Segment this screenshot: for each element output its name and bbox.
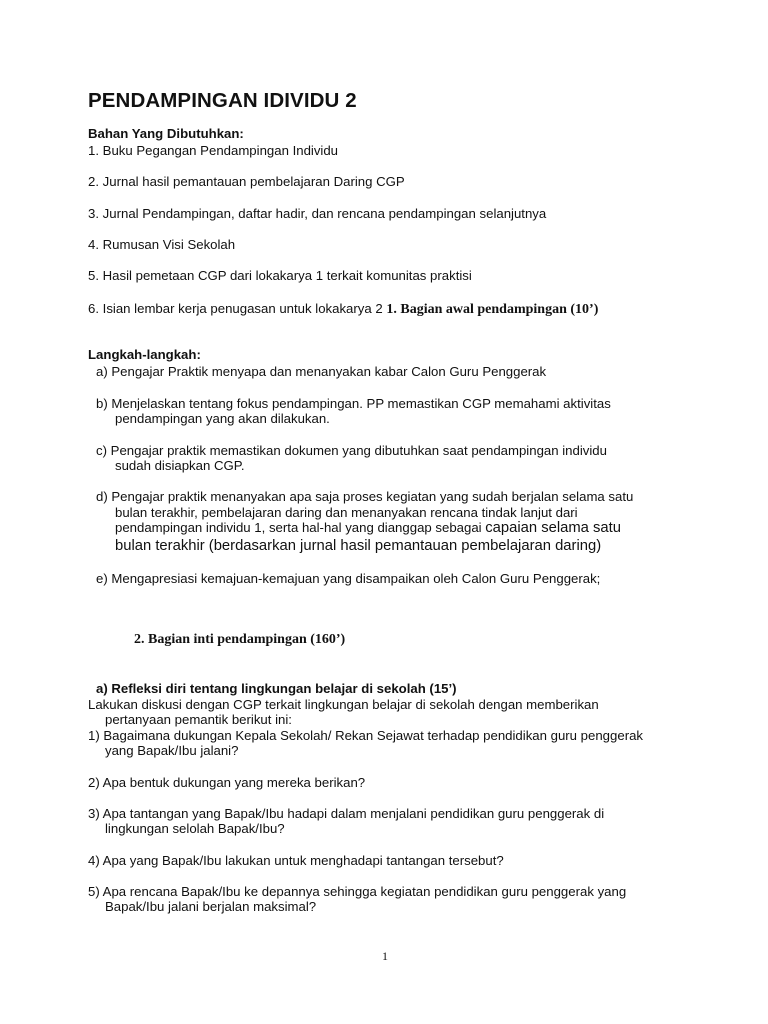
intro-line-2: pertanyaan pemantik berikut ini: xyxy=(105,712,292,727)
step-d-line-4: bulan terakhir (berdasarkan jurnal hasil pemantauan pembelajaran daring) xyxy=(115,538,602,554)
material-item-1: 1. Buku Pegangan Pendampingan Individu xyxy=(88,143,339,158)
steps-heading: Langkah-langkah: xyxy=(88,347,201,362)
section-2a-heading: a) Refleksi diri tentang lingkungan belajar di sekolah (15’) xyxy=(96,681,457,696)
material-item-4: 4. Rumusan Visi Sekolah xyxy=(88,237,236,252)
step-b-line-2: pendampingan yang akan dilakukan. xyxy=(115,411,330,426)
step-d-line-3-text: pendampingan individu 1, serta hal-hal yang dianggap sebagai xyxy=(115,520,482,535)
section-1-heading: 1. Bagian awal pendampingan (10’) xyxy=(386,302,599,317)
materials-heading: Bahan Yang Dibutuhkan: xyxy=(88,126,244,141)
step-b-line-1: b) Menjelaskan tentang fokus pendampingan. PP memastikan CGP memahami aktivitas xyxy=(96,396,611,411)
step-e: e) Mengapresiasi kemajuan-kemajuan yang disampaikan oleh Calon Guru Penggerak; xyxy=(96,571,601,586)
section-2-heading: 2. Bagian inti pendampingan (160’) xyxy=(134,632,346,647)
page-title: PENDAMPINGAN IDIVIDU 2 xyxy=(88,89,357,112)
step-d-line-3 xyxy=(115,520,621,536)
material-item-5: 5. Hasil pemetaan CGP dari lokakarya 1 terkait komunitas praktisi xyxy=(88,268,472,283)
step-d-line-3-highlight: capaian selama satu xyxy=(485,520,621,536)
intro-line-1: Lakukan diskusi dengan CGP terkait lingkungan belajar di sekolah dengan memberikan xyxy=(88,697,599,712)
step-d-line-1: d) Pengajar praktik menanyakan apa saja proses kegiatan yang sudah berjalan selama satu xyxy=(96,489,634,504)
step-c-line-2: sudah disiapkan CGP. xyxy=(115,458,245,473)
step-c-line-1: c) Pengajar praktik memastikan dokumen yang dibutuhkan saat pendampingan individu xyxy=(96,443,607,458)
material-item-2: 2. Jurnal hasil pemantauan pembelajaran Daring CGP xyxy=(88,174,405,189)
question-1-line-1: 1) Bagaimana dukungan Kepala Sekolah/ Rekan Sejawat terhadap pendidikan guru penggerak xyxy=(88,728,644,743)
page-number: 1 xyxy=(382,949,388,963)
question-5-line-2: Bapak/Ibu jalani berjalan maksimal? xyxy=(105,899,317,914)
material-item-6: 6. Isian lembar kerja penugasan untuk lokakarya 2 xyxy=(88,301,383,316)
step-a: a) Pengajar Praktik menyapa dan menanyakan kabar Calon Guru Penggerak xyxy=(96,364,547,379)
question-1-line-2: yang Bapak/Ibu jalani? xyxy=(105,743,239,758)
question-2: 2) Apa bentuk dukungan yang mereka berikan? xyxy=(88,775,366,790)
material-item-3: 3. Jurnal Pendampingan, daftar hadir, dan rencana pendampingan selanjutnya xyxy=(88,206,547,221)
question-3-line-1: 3) Apa tantangan yang Bapak/Ibu hadapi dalam menjalani pendidikan guru penggerak di xyxy=(88,806,605,821)
question-4: 4) Apa yang Bapak/Ibu lakukan untuk menghadapi tantangan tersebut? xyxy=(88,853,504,868)
question-3-line-2: lingkungan selolah Bapak/Ibu? xyxy=(105,821,285,836)
step-d-line-2: bulan terakhir, pembelajaran daring dan menanyakan rencana tindak lanjut dari xyxy=(115,505,578,520)
material-item-6-line xyxy=(88,301,598,318)
question-5-line-1: 5) Apa rencana Bapak/Ibu ke depannya sehingga kegiatan pendidikan guru penggerak yang xyxy=(88,884,627,899)
